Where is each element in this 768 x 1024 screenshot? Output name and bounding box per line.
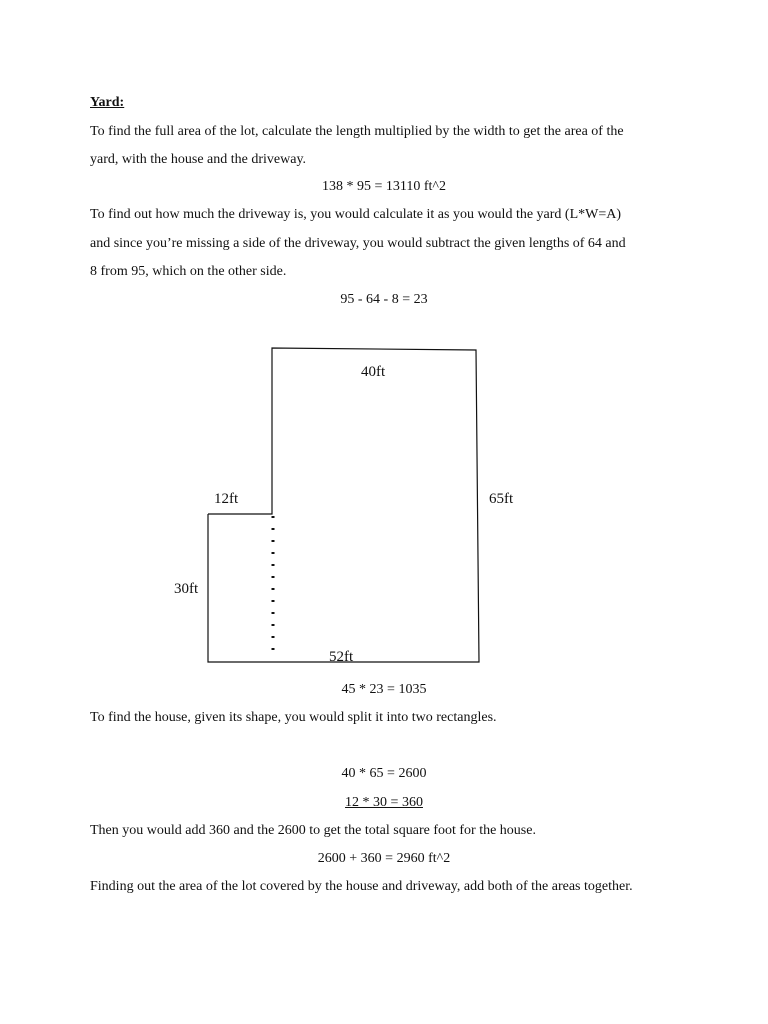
equation: 45 * 23 = 1035 bbox=[341, 682, 427, 697]
paragraph-line: yard, with the house and the driveway. bbox=[90, 152, 307, 167]
label-bottom-width: 52ft bbox=[329, 649, 354, 665]
label-left-height: 30ft bbox=[174, 581, 199, 597]
paragraph-line: Finding out the area of the lot covered by the house and driveway, add both of the areas together. bbox=[90, 879, 633, 894]
equation: 95 - 64 - 8 = 23 bbox=[340, 292, 428, 307]
equation: 2600 + 360 = 2960 ft^2 bbox=[317, 851, 451, 866]
paragraph-line: To find the full area of the lot, calculate the length multiplied by the width to get the area of the bbox=[90, 124, 624, 139]
label-step-width: 12ft bbox=[214, 491, 239, 507]
section-heading: Yard: bbox=[90, 95, 125, 110]
equation: 12 * 30 = 360 bbox=[345, 795, 423, 810]
equation: 138 * 95 = 13110 ft^2 bbox=[322, 179, 446, 194]
label-top-width: 40ft bbox=[361, 364, 386, 380]
house-outline bbox=[208, 348, 479, 662]
paragraph-line: Then you would add 360 and the 2600 to get the total square foot for the house. bbox=[90, 823, 536, 838]
label-right-height: 65ft bbox=[489, 491, 514, 507]
paragraph-line: To find the house, given its shape, you would split it into two rectangles. bbox=[90, 710, 497, 725]
paragraph-line: 8 from 95, which on the other side. bbox=[90, 264, 287, 279]
paragraph-line: To find out how much the driveway is, you would calculate it as you would the yard (L*W=A) bbox=[90, 207, 622, 222]
paragraph-line: and since you’re missing a side of the driveway, you would subtract the given lengths of 64 and bbox=[90, 236, 626, 251]
equation: 40 * 65 = 2600 bbox=[341, 766, 427, 781]
